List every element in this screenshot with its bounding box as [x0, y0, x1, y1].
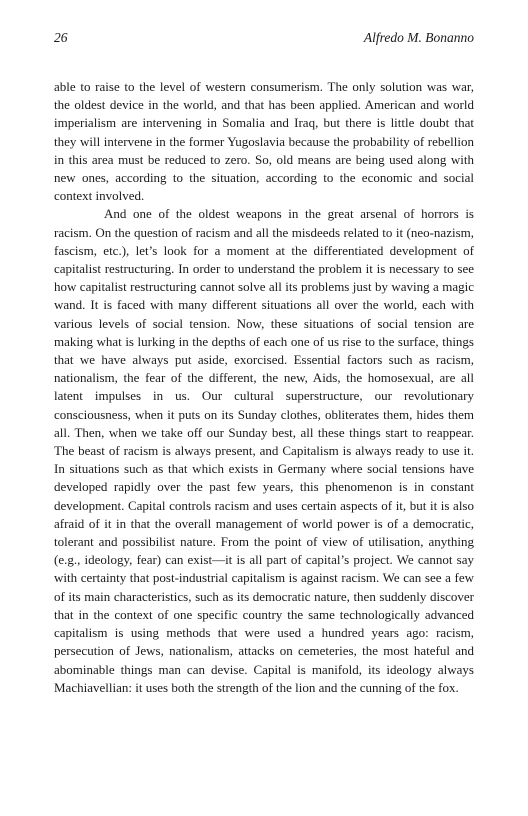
- running-head-author: Alfredo M. Bonanno: [363, 30, 474, 45]
- page-number: 26: [54, 30, 68, 45]
- paragraph-racism: And one of the oldest weapons in the great arsenal of horrors is racism. On the question of racism and all the misdeeds related to it (neo-nazism, fascism, etc.), let’s look for a moment at the differentiated development of capitalist restructuring. In order to understand the problem it is necessary to see how capitalist restructuring cannot solve all its problems just by waving a magic wand. It is faced with many different situations all over the world, each with various levels of social tension. Now, these situations of social tension are making what is lurking in the depths of each one of us rise to the surface, things that we have always put aside, exorcised. Essential factors such as racism, nationalism, the fear of the different, the new, Aids, the homosexual, are all latent impulses in us. Our cultural superstructure, our revolutionary consciousness, when it puts on its Sunday clothes, obliterates them, hides them all. Then, when we take off our Sunday best, all these things start to reappear. The beast of racism is always present, and Capitalism is always ready to use it. In situations such as that which exists in Germany where social tensions have developed rapidly over the past few years, this phenomenon is in constant development. Capital controls racism and uses certain aspects of it, but it is also afraid of it in that the overall management of world power is of a democratic, tolerant and possibilist nature. From the point of view of utilisation, anything (e.g., ideology, fear) can exist—it is all part of capital’s project. We cannot say with certainty that post-industrial capitalism is against racism. We can see a few of its main characteristics, such as its democratic nature, then suddenly discover that in the context of one specific country the same technologically advanced capitalism is using methods that were used a hundred years ago: racism, persecution of Jews, nationalism, attacks on cemeteries, the most hateful and abominable things man can devise. Capital is manifold, its ideology always Machiavellian: it uses both the strength of the lion and the cunning of the fox.: [54, 206, 474, 695]
- paragraph-continued: able to raise to the level of western consumerism. The only solution was war, the oldest device in the world, and that has been applied. American and world imperialism are intervening in Somalia and Iraq, but there is little doubt that they will intervene in the former Yugoslavia because the probability of rebellion in this area must be reduced to zero. So, old means are being used along with new ones, according to the situation, according to the economic and social context involved.: [54, 79, 474, 204]
- body-text: [54, 78, 474, 697]
- page-header: [54, 30, 474, 50]
